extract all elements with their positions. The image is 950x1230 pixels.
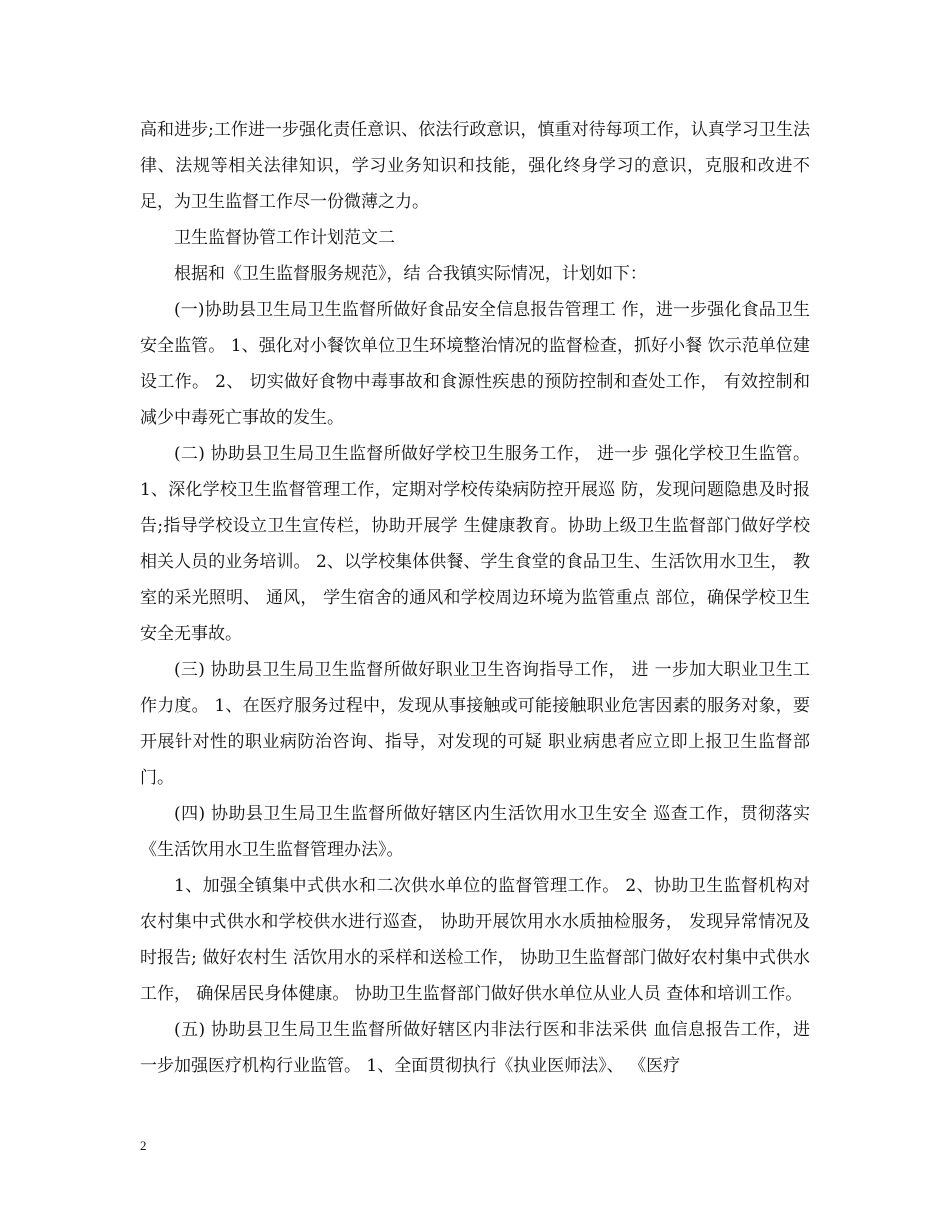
paragraph-item-2: (二) 协助县卫生局卫生监督所做好学校卫生服务工作， 进一步 强化学校卫生监管。 1、深化学校卫生监督管理工作，定期对学校传染病防控开展巡 防，发现问题隐患及时报告;指导学校设立卫生宣传栏，协助开展学 生健康教育。协助上级卫生监督部门做好学校相关人员的业务培训。 2、以学校集体供餐、学生食堂的食品卫生、生活饮用水卫生， 教室的采光照明、 通风， 学生宿舍的通风和学校周边环境为监管重点 部位，确保学校卫生安全无事故。	[140, 444, 810, 644]
paragraph-item-4: (四) 协助县卫生局卫生监督所做好辖区内生活饮用水卫生安全 巡查工作，贯彻落实《生活饮用水卫生监督管理办法》。	[140, 804, 810, 860]
section-heading: 卫生监督协管工作计划范文二	[174, 228, 395, 248]
paragraph-continuation: 高和进步;工作进一步强化责任意识、依法行政意识，慎重对待每项工作，认真学习卫生法律、法规等相关法律知识，学习业务知识和技能，强化终身学习的意识，克服和改进不足，为卫生监督工作尽一份微薄之力。	[140, 120, 810, 212]
paragraph-item-3: (三) 协助县卫生局卫生监督所做好职业卫生咨询指导工作， 进 一步加大职业卫生工作力度。 1、在医疗服务过程中，发现从事接触或可能接触职业危害因素的服务对象，要开展针对性的职业病防治咨询、指导，对发现的可疑 职业病患者应立即上报卫生监督部门。	[140, 660, 810, 788]
paragraph-item-5: (五) 协助县卫生局卫生监督所做好辖区内非法行医和非法采供 血信息报告工作，进一步加强医疗机构行业监管。 1、全面贯彻执行《执业医师法》、 《医疗	[140, 1020, 810, 1076]
page-number: 2	[140, 1138, 147, 1153]
document-body	[140, 112, 810, 1084]
paragraph-intro: 根据和《卫生监督服务规范》，结 合我镇实际情况，计划如下：	[174, 264, 647, 284]
paragraph-item-4-detail: 1、加强全镇集中式供水和二次供水单位的监督管理工作。 2、协助卫生监督机构对农村集中式供水和学校供水进行巡查， 协助开展饮用水水质抽检服务， 发现异常情况及时报告; 做好农村生 活饮用水的采样和送检工作， 协助卫生监督部门做好农村集中式供水 工作， 确保居民身体健康。 协助卫生监督部门做好供水单位从业人员 查体和培训工作。	[140, 876, 810, 1004]
paragraph-item-1: (一)协助县卫生局卫生监督所做好食品安全信息报告管理工 作，进一步强化食品卫生安全监管。 1、强化对小餐饮单位卫生环境整治情况的监督检查，抓好小餐 饮示范单位建设工作。 2、 切实做好食物中毒事故和食源性疾患的预防控制和查处工作， 有效控制和减少中毒死亡事故的发生。	[140, 300, 810, 428]
